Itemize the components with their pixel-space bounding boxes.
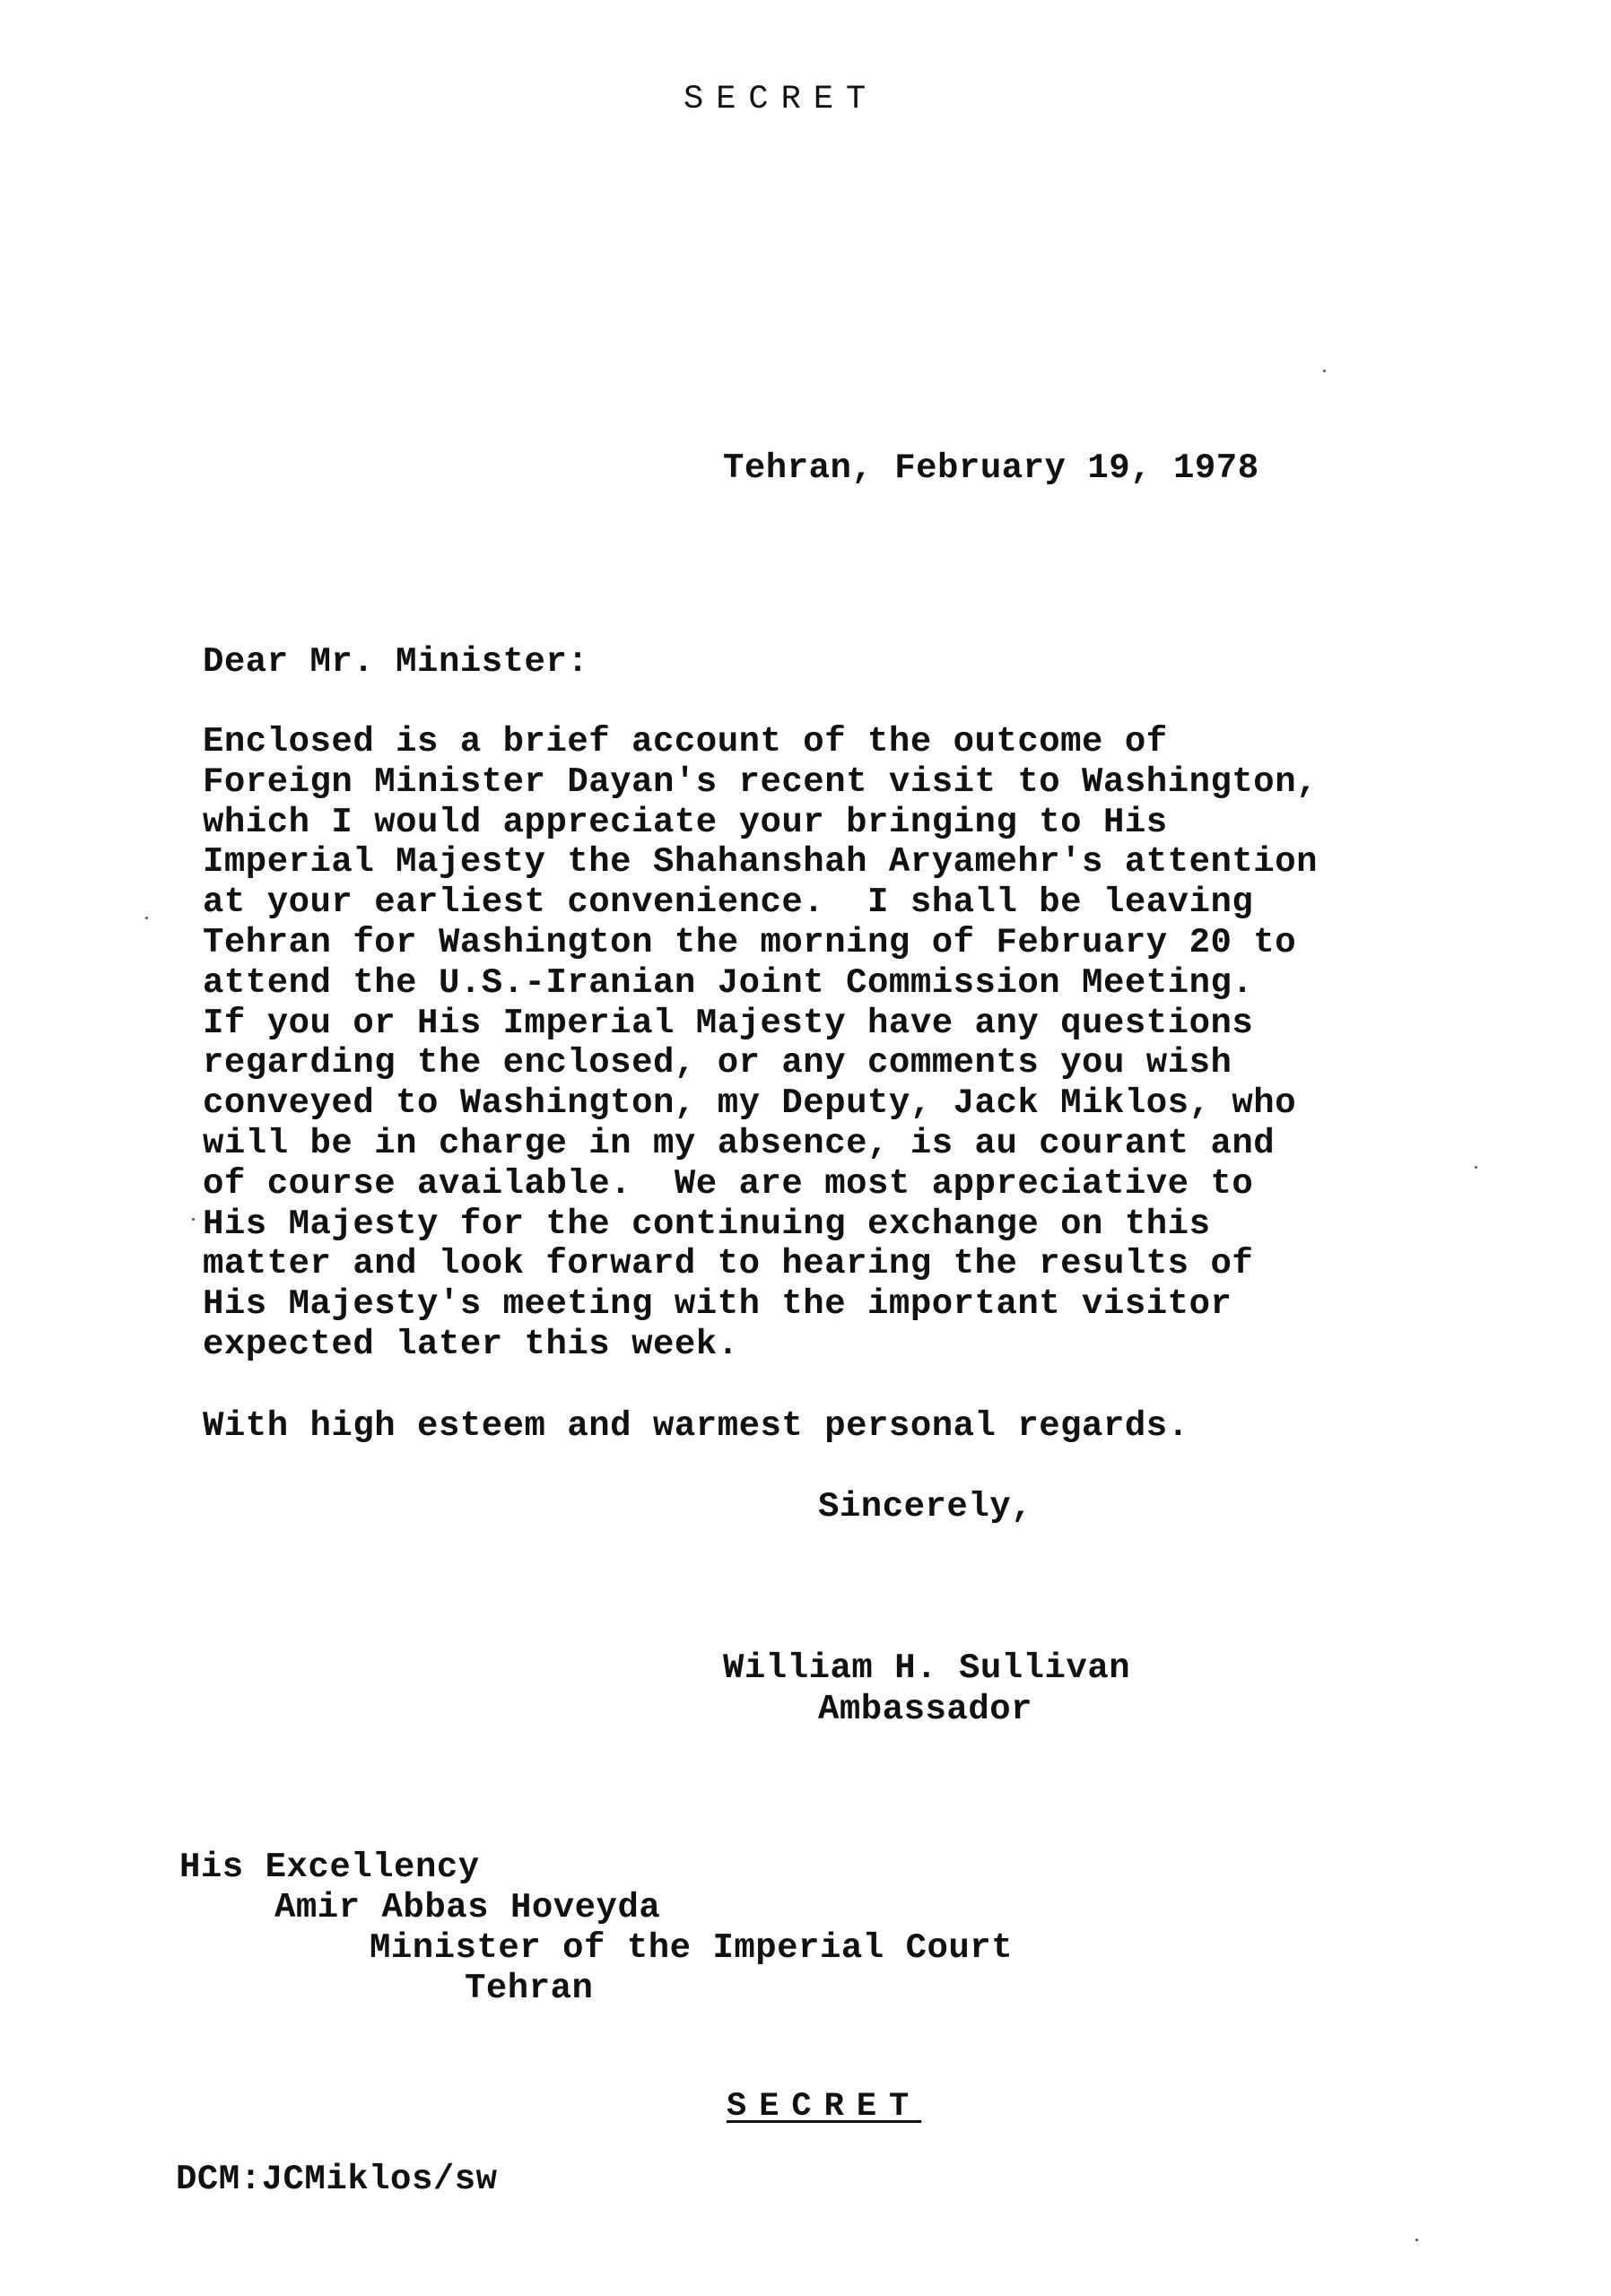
body-line: His Majesty for the continuing exchange on this: [203, 1204, 1211, 1244]
body-line: His Majesty's meeting with the important visitor: [203, 1284, 1232, 1325]
body-line: Tehran for Washington the morning of February 20 to: [203, 922, 1297, 962]
body-line: conveyed to Washington, my Deputy, Jack Miklos, who: [203, 1083, 1297, 1124]
scan-speck: [1323, 370, 1326, 372]
dateline: Tehran, February 19, 1978: [723, 448, 1259, 488]
body-line: Foreign Minister Dayan's recent visit to Washington,: [203, 761, 1318, 802]
signature-name: William H. Sullivan: [723, 1648, 1131, 1688]
scan-speck: [145, 917, 148, 919]
body-line: attend the U.S.-Iranian Joint Commission Meeting.: [203, 962, 1254, 1003]
scan-speck: [1415, 2239, 1418, 2241]
classification-footer: SECRET: [727, 2088, 922, 2126]
body-line: Enclosed is a brief account of the outcome of: [203, 722, 1168, 761]
drafter-reference: DCM:JCMiklos/sw: [176, 2160, 498, 2199]
salutation: Dear Mr. Minister:: [203, 642, 589, 682]
body-line: If you or His Imperial Majesty have any questions: [203, 1003, 1254, 1043]
classification-header: SECRET: [684, 81, 879, 118]
body-line: at your earliest convenience. I shall be leaving: [203, 883, 1254, 923]
scan-speck: [1475, 1166, 1477, 1169]
letter-body: [203, 722, 1476, 1365]
body-line: expected later this week.: [203, 1324, 739, 1364]
body-line: will be in charge in my absence, is au courant and: [203, 1123, 1276, 1163]
body-line: which I would appreciate your bringing to His: [203, 802, 1168, 842]
addressee-city: Tehran: [465, 1969, 594, 2008]
closing: Sincerely,: [818, 1487, 1033, 1526]
addressee-name: Amir Abbas Hoveyda: [274, 1888, 661, 1927]
body-line: of course available. We are most appreciative to: [203, 1163, 1254, 1204]
body-line: regarding the enclosed, or any comments you wish: [203, 1043, 1232, 1083]
addressee-honorific: His Excellency: [179, 1848, 480, 1887]
addressee-position: Minister of the Imperial Court: [370, 1928, 1014, 1968]
scan-speck: [192, 1218, 195, 1221]
regards-line: With high esteem and warmest personal regards.: [203, 1406, 1189, 1446]
signature-title: Ambassador: [818, 1690, 1033, 1729]
body-line: Imperial Majesty the Shahanshah Aryamehr's attention: [203, 842, 1318, 883]
body-line: matter and look forward to hearing the results of: [203, 1244, 1254, 1284]
